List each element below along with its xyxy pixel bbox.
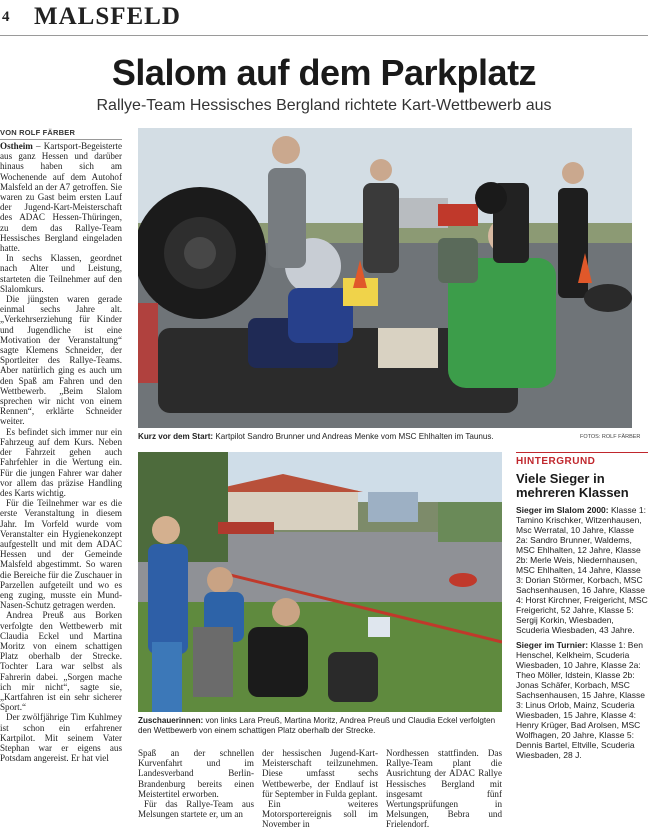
photo-credit: FOTOS: ROLF FÄRBER [580,434,641,440]
photo2-caption-text: von links Lara Preuß, Martina Moritz, Andrea Preuß und Claudia Eckel verfolgten den Wettbewerb von einem schattigen Platz oberhalb der Strecke. [138,716,496,735]
info-box-kicker: HINTERGRUND [516,452,648,467]
photo1-caption-lead: Kurz vor dem Start: [138,432,214,441]
paragraph-text: Die jüngsten waren gerade einmal sechs Jahre alt. „Verkehrserziehung für Kinder und Jugendliche ist eine Motivation der Veranstaltung“ sagte Klemens Schneider, der Sportleiter des Rallye-Teams. Aber natürlich ging es auch um den Spaß am Fahren und den Wettbewerb. „Beim Slalom sprechen wir nicht von einem Rennen“, erklärte Schneider weiter. [0,294,122,427]
info-box [516,452,648,760]
col1-paragraph [0,610,122,712]
subheadline: Rallye-Team Hessisches Bergland richtete Kart-Wettbewerb aus [96,97,552,114]
paragraph-text: In sechs Klassen, geordnet nach Alter und Leistung, starteten die Teilnehmer auf den Slalomkurs. [0,253,122,294]
info-box-slalom [516,505,648,635]
info-box-slalom-text: Klasse 1: Tamino Krischker, Witzenhausen, Msc Werratal, 10 Jahre, Klasse 2a: Sandro Brunner, Waldems, MSC Ehlhalten, 12 Jahre, Klasse 2b: Merle Weis, Niedernhausen, MSC Ehlhalten, 14 Jahre, Klasse 3: Dorian Störmer, Korbach, MSC Sachsenhausen, 16 Jahre, Klasse 4: Horst Kirchner, Freigericht, MSC Freigericht, 52 Jahre, Klasse 5: Sergij Korkin, Wiesbaden, Scuderia Wiesbaden, 43 Jahre. [516,505,648,635]
col1-paragraph [0,498,122,610]
photo-spectators-image [138,452,502,712]
col1-paragraph [0,427,122,498]
paragraph-text: Für die Teilnehmer war es die erste Veranstaltung in diesem Jahr. Im Vorfeld wurde vom Veranstalter ein Hygienekonzept aufgestellt und mit dem ADAC Hessen und der Gemeinde Malsfeld abgestimmt. So waren die Bereiche für die Zuschauer in Parzellen aufgeteilt und wo es eng zuging, musste ein Mund-Nasen-Schutz getragen werden. [0,498,122,611]
section-title: MALSFELD [34,3,181,30]
article-column-4 [386,748,502,830]
photo2-caption-lead: Zuschauerinnen: [138,716,204,725]
page-number: 4 [2,9,10,25]
info-box-turnier [516,640,648,760]
photo-kart-start [138,128,632,428]
col2-paragraph-2: Für das Rallye-Team aus Melsungen startete er, um an [138,799,254,820]
col3-paragraph-1: der hessischen Jugend-Kart-Meisterschaft teilzunehmen. Diese umfasst sechs Wettbewerbe, der Endlauf ist für September in Fulda geplant. [262,748,378,799]
paragraph-text: Der zwölfjährige Tim Kuhlmey ist schon ein erfahrener Kartpilot. Mit seinem Vater Stephan war er eigens aus Potsdam angereist. Er hat viel [0,712,122,764]
photo-spectators [138,452,502,712]
article-column-2 [138,748,254,819]
headline: Slalom auf dem Parkplatz [111,52,537,93]
page-header [0,0,648,36]
col1-paragraph [0,712,122,763]
dateline: Ostheim [0,141,33,151]
photo1-caption-text: Kartpilot Sandro Brunner und Andreas Menke vom MSC Ehlhalten im Taunus. [213,432,494,441]
col1-paragraph [0,294,122,427]
col2-paragraph-1: Spaß an der schnellen Kurvenfahrt und im Landesverband Berlin-Brandenburg bereits einen Meistertitel erworben. [138,748,254,799]
byline: VON ROLF FÄRBER [0,128,122,140]
info-box-turnier-lead: Sieger im Turnier: [516,640,589,650]
info-box-headline: Viele Sieger in mehreren Klassen [516,471,629,500]
article-column-3 [262,748,378,830]
col1-paragraph [0,253,122,294]
col1-paragraph [0,141,122,253]
photo1-caption [138,432,548,442]
paragraph-text: Andrea Preuß aus Borken verfolgte den Wettbewerb mit Claudia Eckel und Martina Moritz von einem schattigen Platz oberhalb der Strecke. Tochter Lara war selbst als Fahrerin dabei. „Sorgen mache ich mir nicht“, sagte sie, „Kartfahren ist ein sehr sicherer Sport.“ [0,610,122,713]
paragraph-text: Es befindet sich immer nur ein Fahrzeug auf dem Kurs. Neben der Fahrzeit gehen auch Fahrfehler in die Wertung ein. Für die jungen Fahrer war daher vor allem das präzise Handling des Karts wichtig. [0,426,122,498]
paragraph-text: – Kartsport-Begeisterte aus ganz Hessen und darüber hinaus haben sich am Wochenende auf dem Autohof Malsfeld an der A7 getroffen. Sie waren zu Gast beim ersten Lauf der Jugend-Kart-Meisterschaft des ADAC Hessen-Thüringen, zu dem das Rallye-Team Hessisches Bergland eingeladen hatte. [0,141,122,254]
photo2-caption [138,716,502,736]
info-box-turnier-text: Klasse 1: Ben Henschel, Kelkheim, Scuderia Wiesbaden, 10 Jahre, Klasse 2a: Theo Möller, Idstein, Klasse 2b: Jonas Schäfer, Korbach, MSC Sachsenhausen, 15 Jahre, Klasse 3: Linus Orlob, Mainz, Scuderia Wiesbaden, 15 Jahre, Klasse 4: Henry Krüger, Bad Arolsen, MSC Wolfhagen, 20 Jahre, Klasse 5: Dennis Bartel, Eltville, Scuderia Wiesbaden, 28 J. [516,640,646,760]
article-column-1 [0,141,122,821]
col4-paragraph-1: Nordhessen stattfinden. Das Rallye-Team plant die Ausrichtung der ADAC Rallye Hessisches Bergland mit insgesamt fünf Wertungsprüfungen in Melsungen, Bebra und Frielendorf. [386,748,502,830]
photo-kart-start-image [138,128,632,428]
col3-paragraph-2: Ein weiteres Motorsportereignis soll im November in [262,799,378,830]
info-box-slalom-lead: Sieger im Slalom 2000: [516,505,609,515]
